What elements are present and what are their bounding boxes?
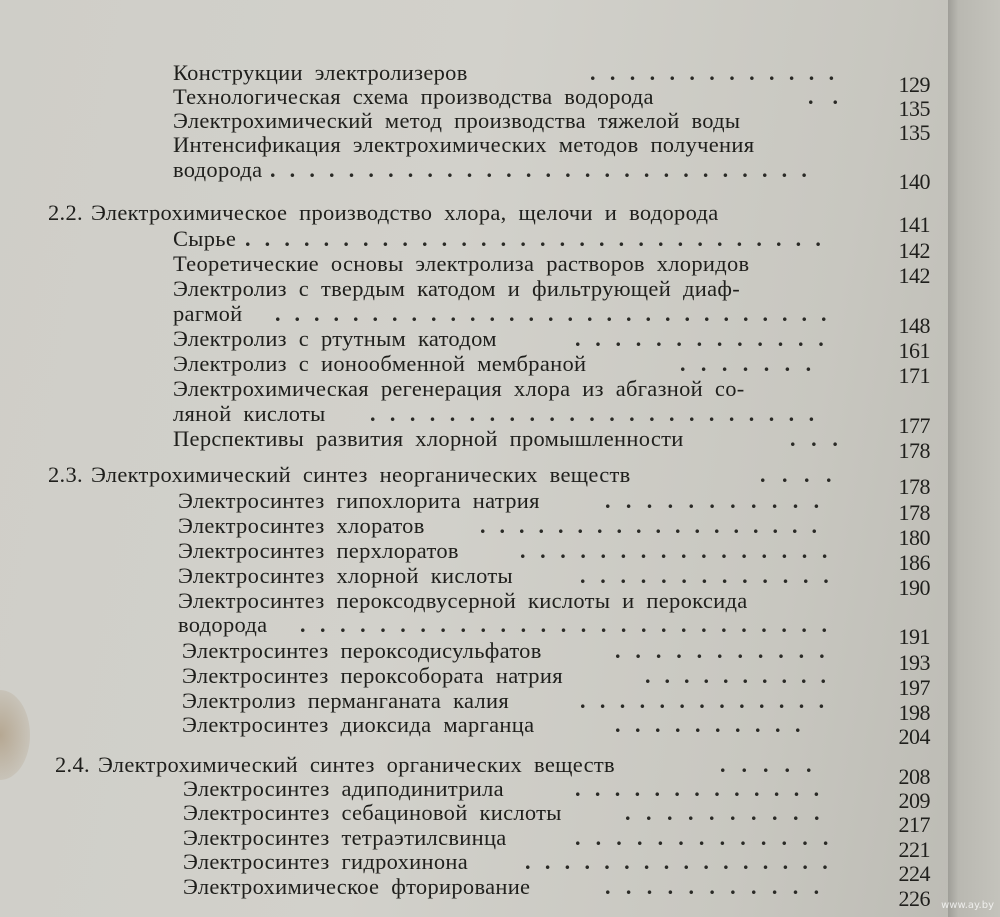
toc-entry [178, 563, 513, 589]
toc-entry [173, 301, 243, 327]
toc-entry-title: Электролиз с ртутным катодом [173, 326, 497, 351]
toc-entry-title: Электросинтез гипохлорита натрия [178, 488, 540, 513]
toc-entry-title: Электролиз с твердым катодом и фильтрующей диаф- [173, 276, 741, 301]
page-number: 190 [898, 575, 930, 600]
toc-entry [178, 488, 540, 514]
dot-leader: ....................... [370, 401, 829, 426]
toc-entry-title: Электросинтез пероксобората натрия [182, 663, 563, 688]
page-number: 197 [898, 675, 930, 700]
page-number: 129 [898, 72, 930, 97]
dot-leader: ... [790, 426, 854, 451]
dot-leader: .. [808, 84, 857, 109]
toc-entry-title: Электросинтез себациновой кислоты [183, 800, 562, 825]
toc-entry-title: Электрохимический метод производства тяжелой воды [173, 108, 741, 133]
toc-section-heading [48, 200, 719, 226]
toc-entry-title: Конструкции электролизеров [173, 60, 468, 85]
dot-leader: ..... [720, 752, 828, 777]
toc-entry-title: ляной кислоты [173, 401, 326, 426]
next-page-edge [948, 0, 1000, 917]
page-number: 140 [898, 169, 930, 194]
dot-leader: ................ [520, 538, 842, 563]
toc-entry-title: рагмой [173, 301, 243, 326]
toc-entry [173, 226, 236, 252]
page-number: 191 [898, 624, 930, 649]
toc-entry [173, 84, 654, 110]
toc-entry [183, 874, 530, 900]
toc-entry [173, 157, 262, 183]
section-number: 2.2. [48, 200, 83, 225]
dot-leader: ............. [575, 825, 844, 850]
toc-entry [182, 638, 542, 664]
page-number: 180 [898, 525, 930, 550]
toc-entry-title: Теоретические основы электролиза растворов хлоридов [173, 251, 750, 276]
dot-leader: ............................ [270, 157, 821, 182]
page-number: 161 [898, 338, 930, 363]
toc-entry [182, 712, 534, 738]
toc-entry [173, 326, 497, 352]
toc-entry [183, 825, 507, 851]
section-number: 2.3. [48, 462, 83, 487]
section-number: 2.4. [55, 752, 90, 777]
toc-entry-title: Электролиз с ионообменной мембраной [173, 351, 587, 376]
toc-entry [183, 776, 504, 802]
toc-entry-title: Электросинтез перхлоратов [178, 538, 459, 563]
page-number: 186 [898, 550, 930, 575]
page-number: 142 [898, 263, 930, 288]
toc-entry [173, 376, 745, 402]
toc-section-heading [55, 752, 615, 778]
page-number: 171 [898, 363, 930, 388]
toc-entry-title: водорода [178, 612, 268, 637]
toc-entry [173, 401, 326, 427]
page-number: 221 [898, 837, 930, 862]
dot-leader: ................ [525, 849, 842, 874]
toc-entry [173, 426, 684, 452]
dot-leader: ............................. [275, 301, 841, 326]
toc-entry-title: Электросинтез диоксида марганца [182, 712, 535, 737]
toc-entry [173, 351, 586, 377]
page-number: 135 [898, 120, 930, 145]
dot-leader: ........... [615, 638, 840, 663]
toc-entry [178, 538, 459, 564]
toc-entry [173, 108, 740, 134]
dot-leader: ........................... [300, 612, 842, 637]
toc-entry-title: Электросинтез пероксодисульфатов [182, 638, 542, 663]
toc-section-heading [48, 462, 631, 488]
toc-entry [183, 800, 562, 826]
toc-entry-title: Перспективы развития хлорной промышленности [173, 426, 684, 451]
toc-entry-title: Электрохимическое фторирование [183, 874, 531, 899]
page-number: 226 [898, 886, 930, 911]
dot-leader: .......... [645, 663, 840, 688]
dot-leader: ............. [590, 60, 849, 85]
toc-entry [183, 849, 468, 875]
toc-entry-title: Электросинтез хлорной кислоты [178, 563, 513, 588]
toc-entry-title: Электрохимический синтез неорганических веществ [90, 462, 631, 487]
page-number: 178 [898, 474, 930, 499]
dot-leader: ............. [575, 326, 839, 351]
toc-entry-title: Электросинтез адиподинитрила [183, 776, 504, 801]
toc-entry [178, 588, 748, 614]
page-number: 193 [898, 650, 930, 675]
toc-entry-title: Электрохимическая регенерация хлора из абгазной со- [173, 376, 745, 401]
toc-entry [173, 251, 749, 277]
page-number: 148 [898, 313, 930, 338]
dot-leader: ............. [580, 563, 844, 588]
dot-leader: ........... [605, 874, 835, 899]
page-number: 178 [898, 500, 930, 525]
toc-entry-title: Электросинтез гидрохинона [183, 849, 469, 874]
toc-entry-title: Электрохимическое производство хлора, щелочи и водорода [90, 200, 719, 225]
toc-entry [173, 60, 468, 86]
page-number: 142 [898, 238, 930, 263]
toc-entry [182, 688, 509, 714]
page-number: 177 [898, 413, 930, 438]
dot-leader: .... [760, 462, 848, 487]
dot-leader: .......... [615, 712, 815, 737]
page-number: 135 [898, 96, 930, 121]
page-number: 141 [898, 212, 930, 237]
page-number: 224 [898, 861, 930, 886]
dot-leader: ............. [575, 776, 834, 801]
toc-entry [173, 132, 754, 158]
page-number: 198 [898, 700, 930, 725]
toc-entry-title: Электросинтез тетраэтилсвинца [183, 825, 507, 850]
dot-leader: ....... [680, 351, 827, 376]
dot-leader: .................. [480, 513, 831, 538]
toc-entry-title: Электрохимический синтез органических веществ [97, 752, 615, 777]
page-number: 204 [898, 724, 930, 749]
dot-leader: .............................. [245, 226, 835, 251]
page-number: 208 [898, 764, 930, 789]
toc-entry-title: Сырье [173, 226, 237, 251]
toc-entry [178, 513, 425, 539]
dot-leader: .......... [625, 800, 835, 825]
toc-entry [178, 612, 267, 638]
toc-entry-title: Электросинтез пероксодвусерной кислоты и пероксида [178, 588, 748, 613]
toc-entry-title: водорода [173, 157, 263, 182]
dot-leader: ........... [605, 488, 835, 513]
toc-entry-title: Электросинтез хлоратов [178, 513, 425, 538]
toc-entry-title: Технологическая схема производства водорода [173, 84, 654, 109]
toc-entry [173, 276, 740, 302]
toc-entry-title: Интенсификация электрохимических методов получения [173, 132, 755, 157]
dot-leader: ............. [580, 688, 839, 713]
page-number: 178 [898, 438, 930, 463]
toc-entry [182, 663, 563, 689]
page-number: 209 [898, 788, 930, 813]
page-number: 217 [898, 812, 930, 837]
toc-entry-title: Электролиз перманганата калия [182, 688, 510, 713]
watermark: www.ay.by [941, 900, 994, 911]
